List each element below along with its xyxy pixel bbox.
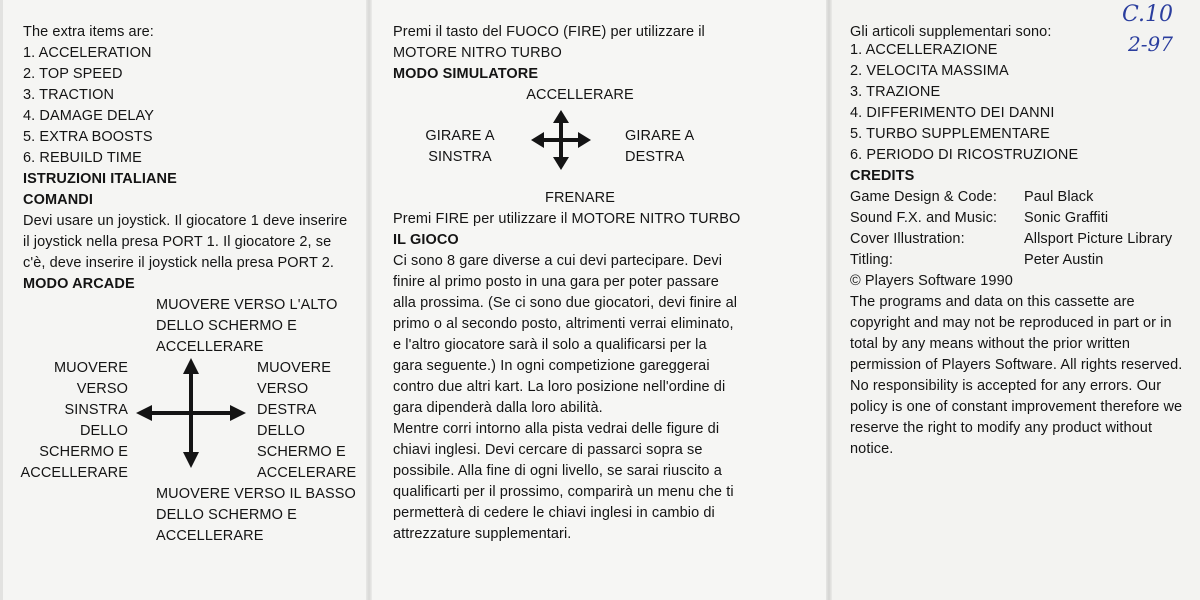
- game-text-line: qualificarti per il prossimo, comparirà un menu che ti: [393, 484, 734, 500]
- extra-item: 5. EXTRA BOOSTS: [23, 129, 153, 145]
- heading-commands: COMANDI: [23, 192, 93, 208]
- heading-game: IL GIOCO: [393, 232, 459, 248]
- fold-crease: [366, 0, 372, 600]
- sim-up-label: ACCELLERARE: [526, 87, 634, 103]
- arcade-right-line: DELLO: [257, 423, 306, 439]
- arcade-right-line: ACCELERARE: [257, 465, 357, 481]
- extra-item-italian: 5. TURBO SUPPLEMENTARE: [850, 126, 1050, 142]
- paper-edge: [0, 0, 3, 600]
- arcade-left-line: VERSO: [76, 381, 128, 397]
- credit-role: Game Design & Code:: [850, 189, 997, 205]
- legal-text-line: policy is one of constant improvement therefore we: [850, 399, 1183, 415]
- arcade-right-line: VERSO: [257, 381, 309, 397]
- arcade-right-line: MUOVERE: [257, 360, 332, 376]
- legal-text-line: copyright and may not be reproduced in part or in: [850, 315, 1172, 331]
- heading-credits: CREDITS: [850, 168, 915, 184]
- arcade-left-line: SINSTRA: [64, 402, 128, 418]
- game-text-line: finire al primo posto in una gara per poter passare: [393, 274, 719, 290]
- arcade-up-line: ACCELLERARE: [156, 339, 264, 355]
- game-text-line: Mentre corri intorno alla pista vedrai delle figure di: [393, 421, 720, 437]
- joystick-text-line: Devi usare un joystick. Il giocatore 1 deve inserire: [23, 213, 348, 229]
- credit-name: Sonic Graffiti: [1024, 210, 1109, 226]
- legal-text-line: No responsibility is accepted for any errors. Our: [850, 378, 1162, 394]
- credit-role: Sound F.X. and Music:: [850, 210, 998, 226]
- extra-item-italian: 2. VELOCITA MASSIMA: [850, 63, 1009, 79]
- copyright-line: © Players Software 1990: [850, 273, 1013, 289]
- legal-text-line: reserve the right to modify any product without: [850, 420, 1153, 436]
- extra-item-italian: 4. DIFFERIMENTO DEI DANNI: [850, 105, 1055, 121]
- arcade-left-line: MUOVERE: [53, 360, 128, 376]
- fold-crease: [826, 0, 832, 600]
- arcade-down-line: MUOVERE VERSO IL BASSO: [156, 486, 356, 502]
- joystick-arrows-icon: [136, 358, 246, 468]
- game-text-line: primo o al secondo posto, altrimenti verrai eliminato,: [393, 316, 734, 332]
- arcade-left-line: ACCELLERARE: [20, 465, 128, 481]
- sim-down-label: FRENARE: [545, 190, 615, 206]
- arcade-right-line: SCHERMO E: [257, 444, 346, 460]
- arcade-left-line: SCHERMO E: [39, 444, 128, 460]
- game-text-line: possibile. Alla fine di ogni livello, se sarai riuscito a: [393, 463, 722, 479]
- extra-item: 3. TRACTION: [23, 87, 115, 103]
- legal-text-line: The programs and data on this cassette are: [850, 294, 1135, 310]
- game-text-line: contro due altri kart. La loro posizione nell'ordine di: [393, 379, 726, 395]
- extras-intro: The extra items are:: [23, 24, 154, 40]
- joystick-text-line: c'è, deve inserire il joystick nella presa PORT 2.: [23, 255, 335, 271]
- game-text-line: Ci sono 8 gare diverse a cui devi partecipare. Devi: [393, 253, 723, 269]
- heading-arcade: MODO ARCADE: [23, 276, 135, 292]
- sim-right-line: GIRARE A: [625, 128, 695, 144]
- extra-item-italian: 3. TRAZIONE: [850, 84, 941, 100]
- credit-role: Titling:: [850, 252, 893, 268]
- extra-item-italian: 1. ACCELLERAZIONE: [850, 42, 998, 58]
- extra-item: 4. DAMAGE DELAY: [23, 108, 154, 124]
- sim-left-line: GIRARE A: [425, 128, 495, 144]
- extra-item: 6. REBUILD TIME: [23, 150, 142, 166]
- arcade-left-line: DELLO: [79, 423, 128, 439]
- handwritten-note: C.10: [1122, 2, 1174, 27]
- fire-text-2: Premi FIRE per utilizzare il MOTORE NITRO TURBO: [393, 211, 741, 227]
- game-text-line: alla prossima. (Se ci sono due giocatori, devi finire al: [393, 295, 738, 311]
- credit-role: Cover Illustration:: [850, 231, 965, 247]
- credit-name: Allsport Picture Library: [1024, 231, 1173, 247]
- arcade-right-line: DESTRA: [257, 402, 317, 418]
- extra-item: 1. ACCELERATION: [23, 45, 152, 61]
- extra-item-italian: 6. PERIODO DI RICOSTRUZIONE: [850, 147, 1079, 163]
- heading-simulator: MODO SIMULATORE: [393, 66, 539, 82]
- credit-name: Peter Austin: [1024, 252, 1104, 268]
- sim-left-line: SINSTRA: [428, 149, 492, 165]
- arcade-down-line: DELLO SCHERMO E: [156, 507, 297, 523]
- arcade-up-line: MUOVERE VERSO L'ALTO: [156, 297, 338, 313]
- sim-right-line: DESTRA: [625, 149, 685, 165]
- legal-text-line: permission of Players Software. All rights reserved.: [850, 357, 1183, 373]
- direction-arrows-icon: [531, 110, 591, 170]
- credit-name: Paul Black: [1024, 189, 1094, 205]
- arcade-up-line: DELLO SCHERMO E: [156, 318, 297, 334]
- game-text-line: chiavi inglesi. Devi cercare di passarci sopra se: [393, 442, 703, 458]
- game-text-line: e l'altro giocatore sarà il solo a qualificarsi per la: [393, 337, 707, 353]
- extras-intro-italian: Gli articoli supplementari sono:: [850, 24, 1052, 40]
- handwritten-note: 2-97: [1128, 32, 1173, 56]
- extra-item: 2. TOP SPEED: [23, 66, 123, 82]
- game-text-line: permetterà di cedere le chiavi inglesi in cambio di: [393, 505, 715, 521]
- legal-text-line: notice.: [850, 441, 894, 457]
- game-text-line: gara dipenderà dalla loro abilità.: [393, 400, 603, 416]
- arcade-down-line: ACCELLERARE: [156, 528, 264, 544]
- fire-text-line: MOTORE NITRO TURBO: [393, 45, 562, 61]
- joystick-text-line: il joystick nella presa PORT 1. Il giocatore 2, se: [23, 234, 332, 250]
- fire-text-line: Premi il tasto del FUOCO (FIRE) per utilizzare il: [393, 24, 705, 40]
- legal-text-line: total by any means without the prior written: [850, 336, 1131, 352]
- game-text-line: attrezzature supplementari.: [393, 526, 572, 542]
- heading-italian: ISTRUZIONI ITALIANE: [23, 171, 177, 187]
- game-text-line: gara seguente.) In ogni competizione gareggerai: [393, 358, 710, 374]
